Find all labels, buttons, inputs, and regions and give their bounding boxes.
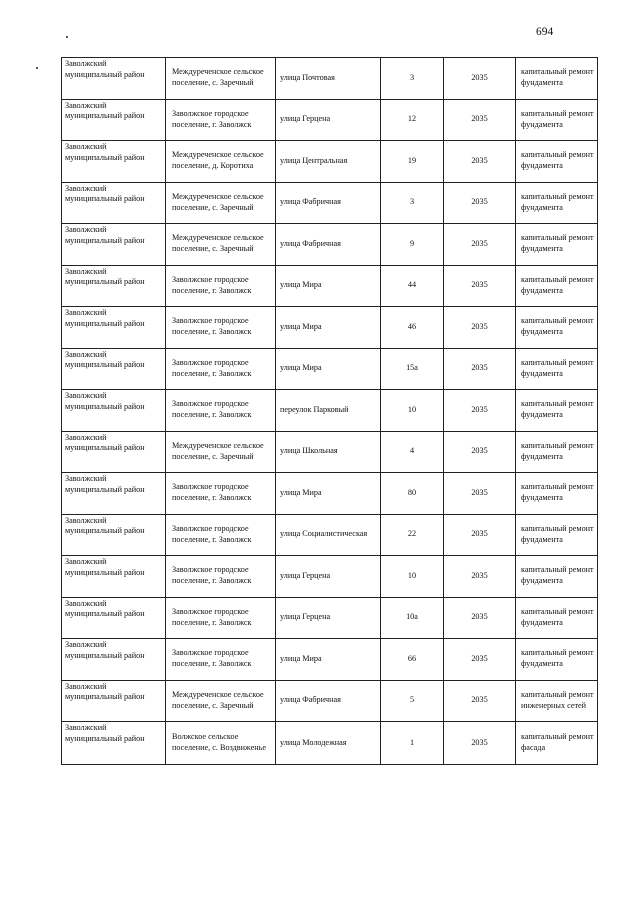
table-row (62, 348, 598, 390)
year-cell: 2035 (444, 307, 516, 349)
street-cell: улица Почтовая (276, 58, 381, 100)
table-row (62, 99, 598, 141)
district-cell: Заволжский муниципальный район (62, 597, 166, 639)
table-row (62, 597, 598, 639)
year-cell: 2035 (444, 597, 516, 639)
table-row (62, 390, 598, 432)
year-cell: 2035 (444, 473, 516, 515)
district-cell: Заволжский муниципальный район (62, 141, 166, 183)
settlement-cell: Междуреченское сельское поселение, с. Заречный (166, 182, 276, 224)
street-cell: улица Молодежная (276, 722, 381, 765)
settlement-cell: Заволжское городское поселение, г. Заволжск (166, 639, 276, 681)
street-cell: улица Мира (276, 265, 381, 307)
district-cell: Заволжский муниципальный район (62, 556, 166, 598)
settlement-cell: Заволжское городское поселение, г. Заволжск (166, 556, 276, 598)
settlement-cell: Заволжское городское поселение, г. Заволжск (166, 348, 276, 390)
street-cell: улица Центральная (276, 141, 381, 183)
work-type-cell: капитальный ремонт фасада (516, 722, 598, 765)
table-row (62, 58, 598, 100)
work-type-cell: капитальный ремонт фундамента (516, 431, 598, 473)
street-cell: улица Герцена (276, 556, 381, 598)
year-cell: 2035 (444, 99, 516, 141)
street-cell: улица Фабричная (276, 224, 381, 266)
district-cell: Заволжский муниципальный район (62, 307, 166, 349)
table-row (62, 680, 598, 722)
settlement-cell: Заволжское городское поселение, г. Заволжск (166, 307, 276, 349)
year-cell: 2035 (444, 722, 516, 765)
street-cell: улица Герцена (276, 597, 381, 639)
scan-dot-mark (36, 67, 38, 69)
house-number-cell: 15а (381, 348, 444, 390)
settlement-cell: Заволжское городское поселение, г. Заволжск (166, 514, 276, 556)
page-number: 694 (536, 26, 554, 38)
scan-dot-mark (66, 36, 68, 38)
work-type-cell: капитальный ремонт фундамента (516, 639, 598, 681)
street-cell: улица Фабричная (276, 182, 381, 224)
year-cell: 2035 (444, 556, 516, 598)
work-type-cell: капитальный ремонт инженерных сетей (516, 680, 598, 722)
work-type-cell: капитальный ремонт фундамента (516, 597, 598, 639)
district-cell: Заволжский муниципальный район (62, 265, 166, 307)
work-type-cell: капитальный ремонт фундамента (516, 265, 598, 307)
year-cell: 2035 (444, 431, 516, 473)
settlement-cell: Заволжское городское поселение, г. Заволжск (166, 265, 276, 307)
district-cell: Заволжский муниципальный район (62, 639, 166, 681)
settlement-cell: Междуреченское сельское поселение, с. Заречный (166, 58, 276, 100)
table-row (62, 473, 598, 515)
street-cell: переулок Парковый (276, 390, 381, 432)
house-number-cell: 4 (381, 431, 444, 473)
street-cell: улица Школьная (276, 431, 381, 473)
street-cell: улица Фабричная (276, 680, 381, 722)
year-cell: 2035 (444, 390, 516, 432)
settlement-cell: Заволжское городское поселение, г. Заволжск (166, 390, 276, 432)
settlement-cell: Заволжское городское поселение, г. Заволжск (166, 597, 276, 639)
year-cell: 2035 (444, 224, 516, 266)
settlement-cell: Междуреченское сельское поселение, с. Заречный (166, 680, 276, 722)
house-number-cell: 46 (381, 307, 444, 349)
district-cell: Заволжский муниципальный район (62, 473, 166, 515)
year-cell: 2035 (444, 141, 516, 183)
street-cell: улица Герцена (276, 99, 381, 141)
house-number-cell: 10 (381, 390, 444, 432)
table-row (62, 722, 598, 765)
house-number-cell: 3 (381, 58, 444, 100)
repair-schedule-table (61, 57, 598, 765)
table-row (62, 182, 598, 224)
district-cell: Заволжский муниципальный район (62, 348, 166, 390)
table-row (62, 307, 598, 349)
house-number-cell: 3 (381, 182, 444, 224)
settlement-cell: Заволжское городское поселение, г. Заволжск (166, 473, 276, 515)
year-cell: 2035 (444, 514, 516, 556)
settlement-cell: Заволжское городское поселение, г. Заволжск (166, 99, 276, 141)
district-cell: Заволжский муниципальный район (62, 390, 166, 432)
work-type-cell: капитальный ремонт фундамента (516, 390, 598, 432)
house-number-cell: 66 (381, 639, 444, 681)
house-number-cell: 12 (381, 99, 444, 141)
settlement-cell: Волжское сельское поселение, с. Воздвиженье (166, 722, 276, 765)
table-row (62, 556, 598, 598)
house-number-cell: 22 (381, 514, 444, 556)
house-number-cell: 10а (381, 597, 444, 639)
work-type-cell: капитальный ремонт фундамента (516, 556, 598, 598)
work-type-cell: капитальный ремонт фундамента (516, 58, 598, 100)
settlement-cell: Междуреченское сельское поселение, д. Коротиха (166, 141, 276, 183)
table-row (62, 224, 598, 266)
district-cell: Заволжский муниципальный район (62, 99, 166, 141)
year-cell: 2035 (444, 348, 516, 390)
district-cell: Заволжский муниципальный район (62, 514, 166, 556)
work-type-cell: капитальный ремонт фундамента (516, 182, 598, 224)
table-row (62, 514, 598, 556)
table-body (62, 58, 598, 765)
table-row (62, 639, 598, 681)
work-type-cell: капитальный ремонт фундамента (516, 307, 598, 349)
district-cell: Заволжский муниципальный район (62, 182, 166, 224)
house-number-cell: 9 (381, 224, 444, 266)
street-cell: улица Мира (276, 348, 381, 390)
year-cell: 2035 (444, 680, 516, 722)
work-type-cell: капитальный ремонт фундамента (516, 514, 598, 556)
district-cell: Заволжский муниципальный район (62, 58, 166, 100)
table-row (62, 141, 598, 183)
work-type-cell: капитальный ремонт фундамента (516, 141, 598, 183)
settlement-cell: Междуреченское сельское поселение, с. Заречный (166, 224, 276, 266)
work-type-cell: капитальный ремонт фундамента (516, 473, 598, 515)
table-row (62, 431, 598, 473)
house-number-cell: 44 (381, 265, 444, 307)
year-cell: 2035 (444, 58, 516, 100)
house-number-cell: 1 (381, 722, 444, 765)
house-number-cell: 19 (381, 141, 444, 183)
house-number-cell: 10 (381, 556, 444, 598)
district-cell: Заволжский муниципальный район (62, 722, 166, 765)
street-cell: улица Мира (276, 639, 381, 681)
table-row (62, 265, 598, 307)
street-cell: улица Мира (276, 473, 381, 515)
work-type-cell: капитальный ремонт фундамента (516, 348, 598, 390)
district-cell: Заволжский муниципальный район (62, 224, 166, 266)
year-cell: 2035 (444, 639, 516, 681)
work-type-cell: капитальный ремонт фундамента (516, 99, 598, 141)
district-cell: Заволжский муниципальный район (62, 431, 166, 473)
house-number-cell: 5 (381, 680, 444, 722)
district-cell: Заволжский муниципальный район (62, 680, 166, 722)
year-cell: 2035 (444, 182, 516, 224)
street-cell: улица Социалистическая (276, 514, 381, 556)
year-cell: 2035 (444, 265, 516, 307)
house-number-cell: 80 (381, 473, 444, 515)
street-cell: улица Мира (276, 307, 381, 349)
settlement-cell: Междуреченское сельское поселение, с. Заречный (166, 431, 276, 473)
work-type-cell: капитальный ремонт фундамента (516, 224, 598, 266)
